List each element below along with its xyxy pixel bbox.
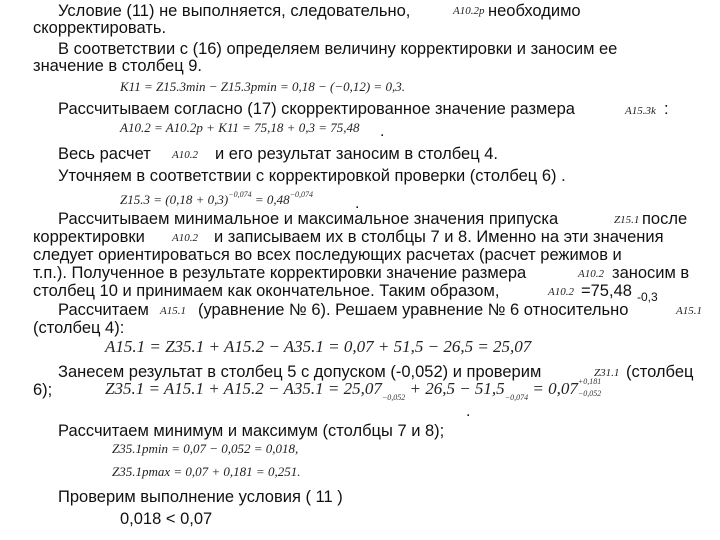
period-mark-3: .	[466, 403, 471, 420]
text-line-9a: корректировки	[33, 228, 145, 246]
formula-a153k: A15.3k	[625, 105, 656, 117]
formula-z351-sup3: +0,181	[577, 377, 602, 387]
text-line-1a: Условие (11) не выполняется, следовательно,	[58, 2, 411, 20]
text-line-12a: столбец 10 и принимаем как окончательное. Таким образом,	[33, 282, 500, 300]
text-line-3: В соответствии с (16) определяем величину корректировки и заносим ее	[58, 40, 618, 58]
text-line-13b: (уравнение № 6). Решаем уравнение № 6 относительно	[198, 301, 629, 319]
text-line-15b: (столбец	[626, 363, 694, 381]
text-line-9b: и записываем их в столбцы 7 и 8. Именно на эти значения	[214, 228, 664, 246]
formula-a102p: A10.2р	[453, 5, 485, 17]
period-mark-2: .	[355, 195, 360, 212]
formula-z351-eq	[105, 377, 614, 402]
formula-a102-inline-4: A10.2	[548, 286, 574, 298]
formula-z351-part-a: Z35.1 = A15.1 + A15.2 − A35.1 = 25,07	[105, 379, 382, 398]
formula-z351-sub4: −0,052	[577, 389, 602, 399]
formula-k11: K11 = Z15.3min − Z15.3pmin = 0,18 − (−0,12) = 0,3.	[120, 79, 405, 94]
text-line-17: Рассчитаем минимум и максимум (столбцы 7 и 8);	[58, 422, 445, 440]
formula-z351-part-c: = 0,07	[528, 379, 578, 398]
text-line-15a: Занесем результат в столбец 5 с допуском (-0,052) и проверим	[58, 363, 542, 381]
text-line-4: значение в столбец 9.	[33, 57, 203, 75]
formula-a151-inline-1: A15.1	[160, 305, 186, 317]
formula-z351-limits	[577, 377, 614, 399]
text-line-8b: после	[642, 210, 688, 228]
formula-z153	[120, 190, 314, 207]
formula-z351-sub2: −0,074	[504, 393, 529, 402]
formula-z153-sup: −0,074	[228, 190, 252, 199]
text-line-1b: необходимо	[488, 2, 581, 20]
text-line-5a: Рассчитываем согласно (17) скорректированное значение размера	[58, 100, 575, 118]
formula-z153-eq: = 0,48	[251, 192, 290, 207]
text-line-6b: и его результат заносим в столбец 4.	[215, 145, 498, 163]
formula-a102-inline-1: A10.2	[172, 149, 198, 161]
formula-a102-eq: A10.2 = A10.2р + K11 = 75,18 + 0,3 = 75,48	[120, 120, 360, 135]
text-line-7: Уточняем в соответствии с корректировкой проверки (столбец 6) .	[58, 167, 566, 185]
text-line-19: 0,018 < 0,07	[120, 510, 213, 528]
formula-a102-inline-3: A10.2	[578, 268, 604, 280]
formula-a151-inline-2: A15.1	[676, 305, 702, 317]
text-line-13a: Рассчитаем	[58, 301, 149, 319]
formula-zmin: Z35.1pmin = 0,07 − 0,052 = 0,018,	[112, 441, 299, 456]
text-line-6a: Весь расчет	[58, 145, 151, 163]
text-line-12c: -0,3	[637, 290, 658, 304]
period-mark: .	[380, 123, 385, 140]
formula-a151-eq: A15.1 = Z35.1 + A15.2 − A35.1 = 0,07 + 51,5 − 26,5 = 25,07	[105, 337, 532, 356]
text-line-12b: =75,48	[581, 282, 632, 300]
formula-z351-sub1: −0,052	[381, 393, 406, 402]
formula-z351-part-b: + 26,5 − 51,5	[405, 379, 505, 398]
formula-z151-inline: Z15.1	[614, 214, 640, 226]
text-line-8a: Рассчитываем минимальное и максимальное значения припуска	[58, 210, 559, 228]
text-line-2: скорректировать.	[33, 19, 167, 37]
formula-a102-inline-2: A10.2	[172, 232, 198, 244]
text-line-16: 6);	[33, 381, 53, 399]
text-line-14: (столбец 4):	[33, 319, 125, 337]
text-line-5b: :	[664, 100, 669, 118]
text-line-18: Проверим выполнение условия ( 11 )	[58, 488, 343, 506]
text-line-11b: заносим в	[612, 264, 690, 282]
text-line-10: следует ориентироваться во всех последующих расчетах (расчет режимов и	[33, 246, 622, 264]
formula-zmax: Z35.1pmax = 0,07 + 0,181 = 0,251.	[112, 464, 301, 479]
formula-z153-sup2: −0,074	[289, 190, 314, 199]
text-line-11a: т.п.). Полученное в результате корректировки значение размера	[33, 264, 527, 282]
formula-z311-inline: Z31.1	[594, 367, 620, 379]
formula-z153-main: Z15.3 = (0,18 + 0,3)	[120, 192, 229, 207]
